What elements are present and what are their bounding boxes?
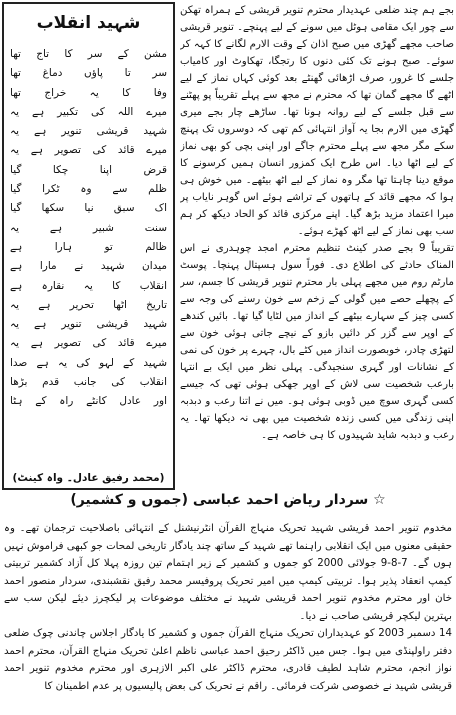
poem-line: اور عادل کانٹے راہ کے ہٹا	[10, 395, 167, 408]
poem-line: میرے قائد کی تصویر ہے یہ	[10, 337, 167, 350]
poem-title: شہید انقلاب	[36, 13, 141, 33]
poem-line: سنت شبیر ہے یہ	[10, 221, 167, 234]
poem-line: انقلاب کی جانب قدم بڑھا	[10, 376, 167, 389]
article-paragraph: بجے ہم چند ضلعی عہدیدار محترم تنویر قریشی کے ہمراہ تھکن سے چور ایک مقامی ہوٹل میں سونے کے لیے پہنچے۔ تنویر قریشی صاحب مجھے گھڑی میں صبح اذان کے وقت الارم لگانے کا کہہ کر سوئے۔ صبح ہونے تک کئی دنوں کا رتجگا، تھکاوٹ اور کامیاب جلسے کا غرور، صرف اڑھائی گھنٹے بعد کوئی کہاں نماز کے لیے اٹھے گا مجھے گمان تھا کہ محترم نے مجھ سے پہلے تقریباً پو پھٹنے سے قبل جلسے کے لیے روانہ ہونا تھا۔ ساڑھے چار بجے میری گھڑی میں الارم بجا یہ آواز انتہائی کم تھی کہ دوسروں تک پہنچ سکے مگر مجھ سے پہلے محترم جاگے اور اپنی بچی کو بھی نماز کے لیے اٹھا دیا۔ اس طرح ایک کمزور انسان ہمیں کرسونے کا موقع دینا چاہتا تھا مگر وہ نماز کے لیے اٹھ بیٹھے۔ میں خوش ہی ہوا کہ مجھے قائد کے ہاتھوں کے تراشے ہوئے اس گوہر نایاب پر میرا اعتماد مزید بڑھ گیا۔ اپنے مرکزی قائد کو الحاد دیکھ کر ہم سب بھی نماز کے لیے اٹھ کھڑے ہوئے۔	[180, 5, 454, 237]
byline-text: سردار ریاض احمد عباسی (جموں و کشمیر)	[70, 492, 369, 508]
poem-line: شہید قریشی تنویر ہے یہ	[10, 125, 167, 138]
author-byline	[0, 492, 456, 516]
poem-line: میدان شہید نے مارا ہے	[10, 260, 167, 273]
poem-line: میرے قائد کی تصویر ہے یہ	[10, 144, 167, 157]
poem-line: انقلاب کا یہ نقارہ ہے	[10, 279, 167, 292]
poem-line: شہید کے لہو کی یہ ہے صدا	[10, 356, 167, 369]
poem-line: ظلم سے وہ ٹکرا گیا	[10, 183, 167, 196]
poem-author: (محمد رفیق عادل۔ واہ کینٹ)	[12, 472, 165, 484]
article-paragraph: 14 دسمبر 2003 کو عہدیداران تحریک منہاج القرآن جموں و کشمیر کا یادگار اجلاس چاندنی چوک ضلعی دفتر راولپنڈی میں ہوا۔ جس میں ڈاکٹر رحیق احمد عباسی ناظم اعلیٰ تحریک منہاج القرآن، محترم احمد نواز انجم، محترم شاہد لطیف قادری، محترم ڈاکٹر علی اکبر الازہری اور محترم مخدوم تنویر احمد قریشی شہید نے خصوصی شرکت فرمائی۔ راقم نے تحریک کی بعض پالیسیوں پر عدم اطمینان کا	[4, 628, 452, 692]
poem-line: سر تا پاؤں دماغ تھا	[10, 67, 167, 80]
poem-line: قرض اپنا چکا گیا	[10, 163, 167, 176]
poem-line: وفا کا یہ خراج تھا	[10, 86, 167, 99]
poem-box	[2, 2, 175, 490]
poem-line: شہید قریشی تنویر ہے یہ	[10, 318, 167, 331]
star-icon: ☆	[373, 492, 386, 508]
poem-line: مشن کے سر کا تاج تھا	[10, 48, 167, 60]
article-column	[180, 2, 454, 490]
poem-line: تاریخ اٹھا تحریر ہے یہ	[10, 298, 167, 311]
bottom-article	[4, 520, 452, 712]
poem-line: میرے اللہ کی تکبیر ہے یہ	[10, 105, 167, 118]
article-paragraph: مخدوم تنویر احمد قریشی شہید تحریک منہاج القرآن انٹرنیشنل کے انتہائی باصلاحیت ترجمان تھے۔ وہ حقیقی معنوں میں ایک انقلابی راہنما تھے شہید کے ساتھ چند یادگار تاریخی لمحات جو کبھی فراموش نہیں ہوں گے۔ 7-8-9 جولائی 2000 کو جموں و کشمیر کے زیر اہتمام تین روزہ پہلا کل آزاد کشمیر تربیتی کیمپ انعقاد پذیر ہوا۔ تربیتی کیمپ میں امیر تحریک پروفیسر محمد رفیق نقشبندی، سردار منصور احمد خان اور محترم مخدوم تنویر احمد قریشی شہید نے مختلف موضوعات پر لیکچرز دیئے لیکن سب سے بہترین لیکچر قریشی صاحب نے دیا۔	[4, 523, 452, 622]
poem-line: ظالم تو ہارا ہے	[10, 240, 167, 253]
article-paragraph: تقریباً 9 بجے صدر کینٹ تنظیم محترم امجد چوہدری نے اس المناک حادثے کی اطلاع دی۔ فوراً سول ہسپتال پہنچا۔ پوسٹ مارٹم روم میں مجھے پہلی بار محترم تنویر قریشی کا جسم، سر کے پچھلے حصے میں گولی کے زخم سے خون رسنے کی وجہ سے کسی چیز کے سہارے بیٹھے کے انداز میں لٹایا گیا تھا۔ بائیں کندھے کے اوپر سے گزر کر دائیں بازو کے نیچے جاتی ہوئی خون سے لتھڑی چادر، خوبصورت انداز میں کٹے بال، چہرے پر خون کی نمی کے نشانات اور گہری سنجیدگی۔ پہلی نظر میں ایک بے انتہا بارعب شخصیت سی لاش کے اوپر جھکی ہوئی تھی کہ جیسے کسی گہری سوچ میں ڈوبی ہوئی ہو۔ میں نے اتنا رعب و دبدبہ اپنی زندگی میں کسی زندہ شخصیت میں بھی نہ دیکھا تھا۔ یہ رعب و دبدبہ شاید شہیدوں کا ہی خاصہ ہے۔	[180, 243, 454, 441]
poem-line: اک سبق نیا سکھا گیا	[10, 202, 167, 215]
